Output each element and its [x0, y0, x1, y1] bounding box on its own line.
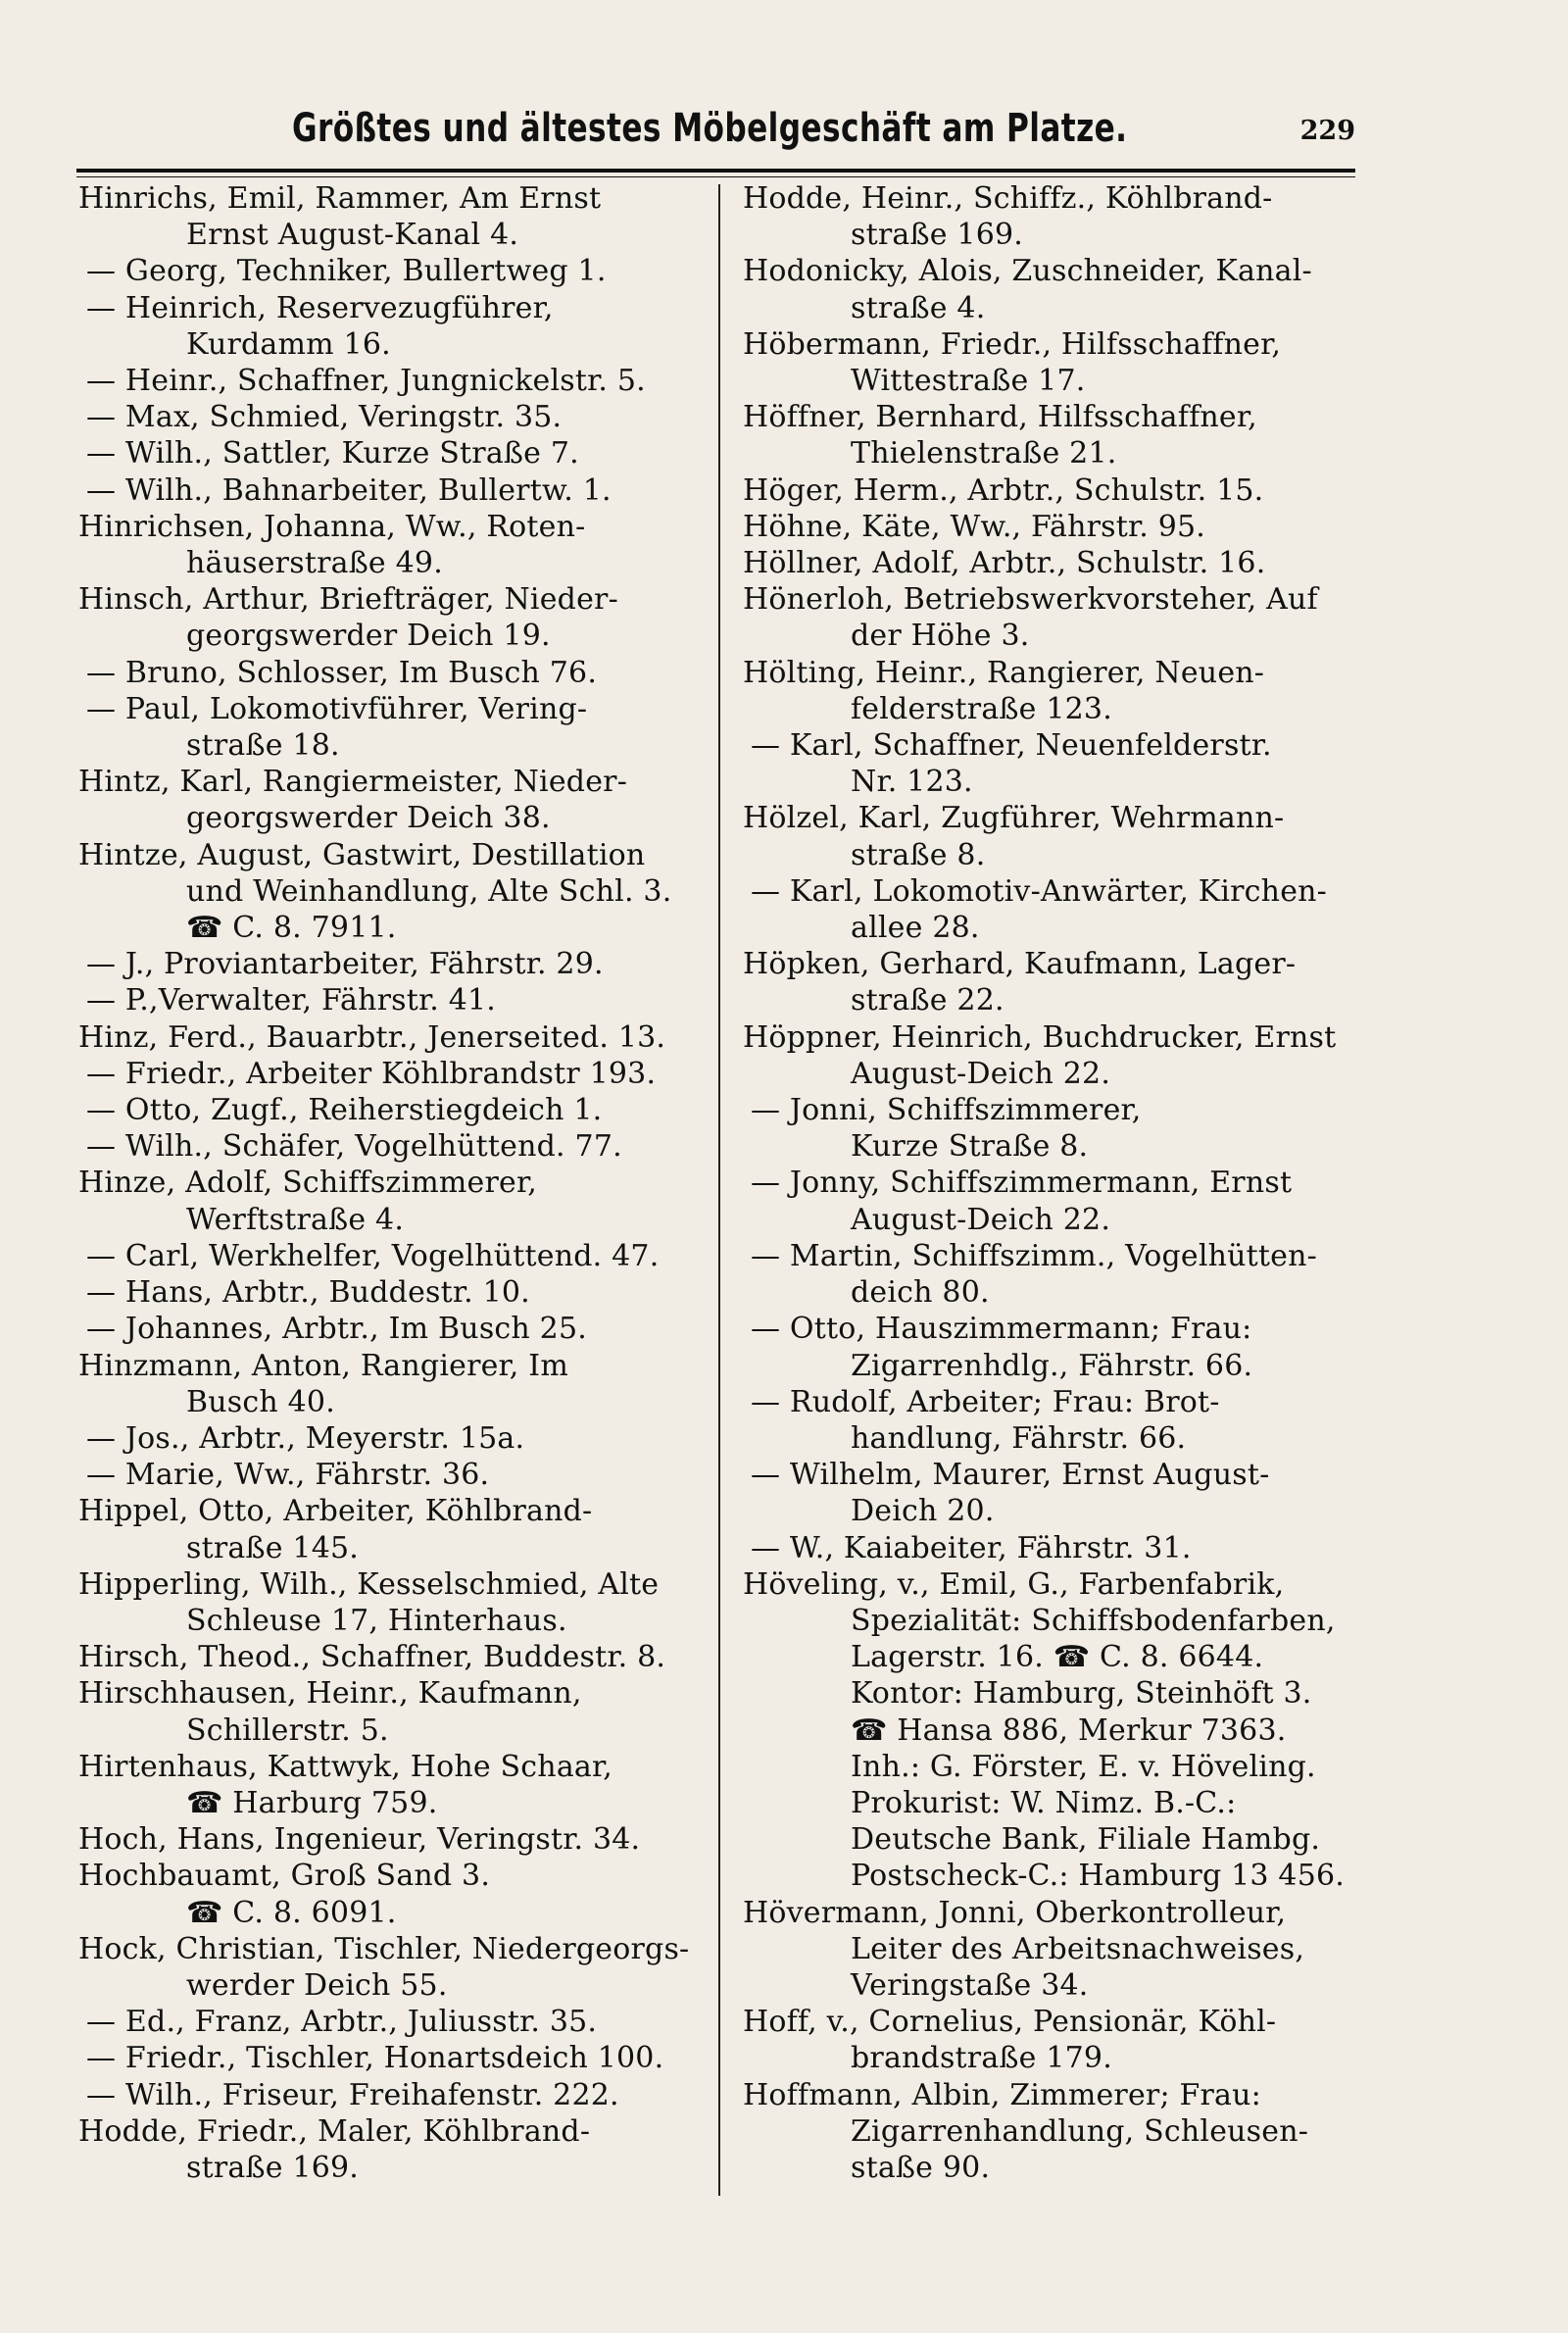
- entry-name-line: Hinrichsen, Johanna, Ww., Roten-: [78, 509, 586, 544]
- directory-entry: [743, 727, 1355, 800]
- entry-continuation-line: Ernst August-Kanal 4.: [186, 218, 519, 253]
- directory-entry: [78, 435, 706, 472]
- directory-entry: [78, 1238, 706, 1274]
- entry-continuation-line: Postscheck-C.: Hamburg 13 456.: [851, 1859, 1346, 1894]
- directory-entry: [743, 1165, 1355, 1237]
- directory-entry: [743, 253, 1355, 325]
- directory-entry: [743, 1530, 1355, 1566]
- entry-continuation-line: Deich 20.: [851, 1494, 995, 1529]
- entry-continuation-line: handlung, Fährstr. 66.: [851, 1420, 1187, 1456]
- entry-continuation-line: ☎ Harburg 759.: [186, 1785, 438, 1820]
- entry-continuation-line: ☎ C. 8. 6091.: [186, 1895, 397, 1930]
- directory-entry: [78, 982, 706, 1018]
- entry-continuation-line: häuserstraße 49.: [186, 546, 443, 581]
- directory-entry: [78, 581, 706, 654]
- entry-name-line: Hirsch, Theod., Schaffner, Buddestr. 8.: [78, 1640, 666, 1675]
- entry-name-line: — Ed., Franz, Arbtr., Juliusstr. 35.: [86, 2005, 598, 2040]
- entry-continuation-line: Prokurist: W. Nimz. B.-C.:: [851, 1785, 1237, 1820]
- entry-name-line: Höveling, v., Emil, G., Farbenfabrik,: [743, 1566, 1285, 1602]
- entry-name-line: — Johannes, Arbtr., Im Busch 25.: [86, 1312, 587, 1347]
- entry-name-line: Hoch, Hans, Ingenieur, Veringstr. 34.: [78, 1822, 641, 1858]
- entry-continuation-line: felderstraße 123.: [851, 691, 1112, 726]
- directory-entry: [743, 1566, 1355, 1895]
- entry-continuation-line: Thielenstraße 21.: [851, 436, 1117, 472]
- entry-name-line: Hodde, Friedr., Maler, Köhlbrand-: [78, 2113, 591, 2149]
- directory-entry: [743, 581, 1355, 654]
- entry-continuation-line: und Weinhandlung, Alte Schl. 3.: [186, 873, 672, 909]
- directory-entry: [78, 180, 706, 253]
- entry-name-line: Hintz, Karl, Rangiermeister, Nieder-: [78, 765, 628, 800]
- entry-name-line: Hintze, August, Gastwirt, Destillation: [78, 837, 646, 872]
- directory-entry: [743, 326, 1355, 399]
- entry-name-line: Hövermann, Jonni, Oberkontrolleur,: [743, 1895, 1287, 1930]
- entry-continuation-line: straße 169.: [186, 2150, 360, 2185]
- entry-continuation-line: August-Deich 22.: [851, 1056, 1111, 1091]
- entry-name-line: Hinsch, Arthur, Briefträger, Nieder-: [78, 582, 618, 618]
- entry-name-line: — J., Proviantarbeiter, Fährstr. 29.: [86, 947, 604, 982]
- entry-continuation-line: georgswerder Deich 19.: [186, 619, 551, 654]
- entry-continuation-line: Kurdamm 16.: [186, 326, 391, 362]
- entry-name-line: — Friedr., Arbeiter Köhlbrandstr 193.: [86, 1056, 657, 1091]
- entry-continuation-line: Kurze Straße 8.: [851, 1129, 1089, 1165]
- directory-entry: [743, 1019, 1355, 1092]
- entry-name-line: — Georg, Techniker, Bullertweg 1.: [86, 254, 607, 289]
- entry-name-line: Höhne, Käte, Ww., Fährstr. 95.: [743, 509, 1206, 544]
- directory-entry: [743, 545, 1355, 581]
- entry-continuation-line: straße 145.: [186, 1530, 360, 1565]
- directory-entry: [78, 1821, 706, 1858]
- entry-name-line: Hinze, Adolf, Schiffszimmerer,: [78, 1166, 537, 1201]
- entry-name-line: — Max, Schmied, Veringstr. 35.: [86, 400, 563, 435]
- entry-name-line: — Wilh., Sattler, Kurze Straße 7.: [86, 436, 579, 472]
- directory-entry: [743, 873, 1355, 946]
- entry-name-line: Hodde, Heinr., Schiffz., Köhlbrand-: [743, 181, 1273, 216]
- directory-entry: [78, 691, 706, 764]
- directory-entry: [78, 1931, 706, 2004]
- entry-continuation-line: Werftstraße 4.: [186, 1202, 405, 1237]
- entry-name-line: Hirschhausen, Heinr., Kaufmann,: [78, 1676, 582, 1712]
- entry-name-line: Hinz, Ferd., Bauarbtr., Jenerseited. 13.: [78, 1019, 666, 1055]
- directory-entry: [78, 290, 706, 363]
- entry-name-line: Hippel, Otto, Arbeiter, Köhlbrand-: [78, 1494, 593, 1529]
- left-column: [78, 180, 706, 2186]
- entry-name-line: — Heinrich, Reservezugführer,: [86, 290, 554, 325]
- page-title: Größtes und ältestes Möbelgeschäft am Platze.: [292, 106, 1128, 151]
- directory-entry: [78, 2077, 706, 2113]
- entry-name-line: — Jonni, Schiffszimmerer,: [751, 1093, 1142, 1128]
- entry-name-line: Hinzmann, Anton, Rangierer, Im: [78, 1348, 568, 1383]
- entry-continuation-line: Wittestraße 17.: [851, 364, 1086, 399]
- entry-continuation-line: Schleuse 17, Hinterhaus.: [186, 1603, 567, 1638]
- directory-entry: [78, 363, 706, 399]
- entry-continuation-line: straße 4.: [851, 290, 986, 325]
- entry-name-line: — W., Kaiabeiter, Fährstr. 31.: [751, 1530, 1192, 1565]
- entry-continuation-line: Spezialität: Schiffsbodenfarben,: [851, 1603, 1336, 1638]
- entry-name-line: Hock, Christian, Tischler, Niedergeorgs-: [78, 1931, 690, 1966]
- directory-entry: [78, 837, 706, 947]
- entry-name-line: — Bruno, Schlosser, Im Busch 76.: [86, 655, 598, 690]
- directory-entry: [743, 2004, 1355, 2076]
- entry-name-line: — Marie, Ww., Fährstr. 36.: [86, 1458, 490, 1493]
- entry-continuation-line: straße 18.: [186, 728, 340, 764]
- directory-entry: [78, 1457, 706, 1493]
- directory-entry: [78, 1348, 706, 1420]
- entry-name-line: — Hans, Arbtr., Buddestr. 10.: [86, 1275, 530, 1311]
- entry-name-line: — Wilh., Bahnarbeiter, Bullertw. 1.: [86, 472, 612, 508]
- directory-entry: [78, 1019, 706, 1056]
- entry-name-line: Höllner, Adolf, Arbtr., Schulstr. 16.: [743, 546, 1266, 581]
- entry-name-line: Hönerloh, Betriebswerkvorsteher, Auf: [743, 582, 1318, 618]
- entry-name-line: — Wilhelm, Maurer, Ernst August-: [751, 1458, 1270, 1493]
- entry-name-line: — Martin, Schiffszimm., Vogelhütten-: [751, 1238, 1317, 1273]
- entry-continuation-line: der Höhe 3.: [851, 619, 1030, 654]
- directory-entry: [78, 1493, 706, 1565]
- entry-continuation-line: staße 90.: [851, 2150, 991, 2185]
- entry-name-line: Hoffmann, Albin, Zimmerer; Frau:: [743, 2077, 1261, 2112]
- directory-entry: [743, 1457, 1355, 1529]
- directory-entry: [743, 509, 1355, 545]
- directory-entry: [78, 1128, 706, 1165]
- directory-entry: [743, 1092, 1355, 1165]
- entry-continuation-line: Zigarrenhdlg., Fährstr. 66.: [851, 1348, 1253, 1383]
- directory-entry: [78, 1639, 706, 1675]
- page-header: [76, 106, 1355, 165]
- directory-entry: [78, 399, 706, 435]
- entry-name-line: Höffner, Bernhard, Hilfsschaffner,: [743, 400, 1257, 435]
- entry-name-line: Höger, Herm., Arbtr., Schulstr. 15.: [743, 472, 1264, 508]
- entry-name-line: Hochbauamt, Groß Sand 3.: [78, 1859, 491, 1894]
- entry-continuation-line: Veringstaße 34.: [851, 1967, 1089, 2003]
- directory-entry: [743, 1311, 1355, 1383]
- directory-entry: [78, 1056, 706, 1092]
- entry-name-line: Hirtenhaus, Kattwyk, Hohe Schaar,: [78, 1749, 612, 1784]
- entry-name-line: — Jonny, Schiffszimmermann, Ernst: [751, 1166, 1293, 1201]
- entry-continuation-line: Busch 40.: [186, 1384, 335, 1419]
- page-number: 229: [1299, 116, 1355, 146]
- directory-entry: [78, 509, 706, 581]
- directory-entry: [743, 180, 1355, 253]
- entry-continuation-line: straße 169.: [851, 218, 1024, 253]
- entry-name-line: — Wilh., Schäfer, Vogelhüttend. 77.: [86, 1129, 622, 1165]
- header-rule: [76, 169, 1355, 173]
- entry-continuation-line: ☎ Hansa 886, Merkur 7363.: [851, 1713, 1287, 1748]
- right-column: [743, 180, 1355, 2186]
- directory-entry: [743, 399, 1355, 472]
- directory-entry: [78, 764, 706, 836]
- entry-continuation-line: georgswerder Deich 38.: [186, 801, 551, 836]
- entry-name-line: — Wilh., Friseur, Freihafenstr. 222.: [86, 2077, 619, 2112]
- header-rule-thin: [76, 176, 1355, 177]
- directory-entry: [78, 1420, 706, 1457]
- directory-entry: [78, 1311, 706, 1347]
- entry-name-line: — Carl, Werkhelfer, Vogelhüttend. 47.: [86, 1238, 660, 1273]
- directory-entry: [743, 1895, 1355, 2005]
- entry-name-line: Höpken, Gerhard, Kaufmann, Lager-: [743, 947, 1297, 982]
- entry-continuation-line: Nr. 123.: [851, 765, 973, 800]
- directory-entry: [743, 1384, 1355, 1457]
- entry-continuation-line: allee 28.: [851, 911, 980, 946]
- entry-name-line: — Karl, Lokomotiv-Anwärter, Kirchen-: [751, 873, 1328, 909]
- entry-name-line: Höppner, Heinrich, Buchdrucker, Ernst: [743, 1019, 1337, 1055]
- entry-name-line: — Otto, Hauszimmermann; Frau:: [751, 1312, 1252, 1347]
- entry-continuation-line: Kontor: Hamburg, Steinhöft 3.: [851, 1676, 1312, 1712]
- directory-entry: [78, 2113, 706, 2186]
- entry-name-line: Hölzel, Karl, Zugführer, Wehrmann-: [743, 801, 1285, 836]
- entry-continuation-line: August-Deich 22.: [851, 1202, 1111, 1237]
- directory-entry: [743, 946, 1355, 1018]
- entry-continuation-line: straße 8.: [851, 837, 986, 872]
- directory-entry: [743, 655, 1355, 727]
- entry-continuation-line: Schillerstr. 5.: [186, 1713, 389, 1748]
- directory-entry: [78, 1566, 706, 1639]
- entry-continuation-line: Lagerstr. 16. ☎ C. 8. 6644.: [851, 1640, 1264, 1675]
- directory-entry: [78, 1675, 706, 1748]
- entry-name-line: — Jos., Arbtr., Meyerstr. 15a.: [86, 1420, 525, 1456]
- entry-name-line: — P.,Verwalter, Fährstr. 41.: [86, 983, 497, 1018]
- directory-entry: [78, 2040, 706, 2076]
- directory-entry: [78, 1858, 706, 1930]
- directory-entry: [743, 2077, 1355, 2187]
- directory-entry: [78, 2004, 706, 2040]
- entry-name-line: Hodonicky, Alois, Zuschneider, Kanal-: [743, 254, 1312, 289]
- entry-name-line: — Friedr., Tischler, Honartsdeich 100.: [86, 2041, 664, 2076]
- directory-entry: [78, 1749, 706, 1821]
- entry-continuation-line: straße 22.: [851, 983, 1004, 1018]
- entry-name-line: — Rudolf, Arbeiter; Frau: Brot-: [751, 1384, 1220, 1419]
- entry-name-line: Hoff, v., Cornelius, Pensionär, Köhl-: [743, 2005, 1277, 2040]
- directory-entry: [78, 1274, 706, 1311]
- entry-continuation-line: deich 80.: [851, 1275, 990, 1311]
- entry-name-line: Hölting, Heinr., Rangierer, Neuen-: [743, 655, 1265, 690]
- entry-name-line: Hipperling, Wilh., Kesselschmied, Alte: [78, 1566, 660, 1602]
- directory-entry: [78, 1165, 706, 1237]
- entry-name-line: — Otto, Zugf., Reiherstiegdeich 1.: [86, 1093, 603, 1128]
- directory-entry: [743, 800, 1355, 872]
- directory-entry: [78, 253, 706, 289]
- entry-continuation-line: werder Deich 55.: [186, 1967, 448, 2003]
- entry-name-line: — Paul, Lokomotivführer, Vering-: [86, 691, 588, 726]
- entry-continuation-line: brandstraße 179.: [851, 2041, 1112, 2076]
- directory-entry: [78, 472, 706, 509]
- entry-continuation-line: Deutsche Bank, Filiale Hambg.: [851, 1822, 1321, 1858]
- entry-name-line: — Karl, Schaffner, Neuenfelderstr.: [751, 728, 1272, 764]
- entry-name-line: Höbermann, Friedr., Hilfsschaffner,: [743, 326, 1282, 362]
- entry-name-line: — Heinr., Schaffner, Jungnickelstr. 5.: [86, 364, 646, 399]
- directory-entry: [743, 1238, 1355, 1311]
- entry-continuation-line: Inh.: G. Förster, E. v. Höveling.: [851, 1749, 1316, 1784]
- entry-continuation-line: Zigarrenhandlung, Schleusen-: [851, 2113, 1309, 2149]
- directory-entry: [78, 946, 706, 982]
- entry-continuation-line: Leiter des Arbeitsnachweises,: [851, 1931, 1305, 1966]
- directory-entry: [743, 472, 1355, 509]
- directory-entry: [78, 655, 706, 691]
- entry-continuation-line: ☎ C. 8. 7911.: [186, 911, 397, 946]
- entry-name-line: Hinrichs, Emil, Rammer, Am Ernst: [78, 181, 602, 216]
- column-divider: [718, 184, 720, 2196]
- directory-entry: [78, 1092, 706, 1128]
